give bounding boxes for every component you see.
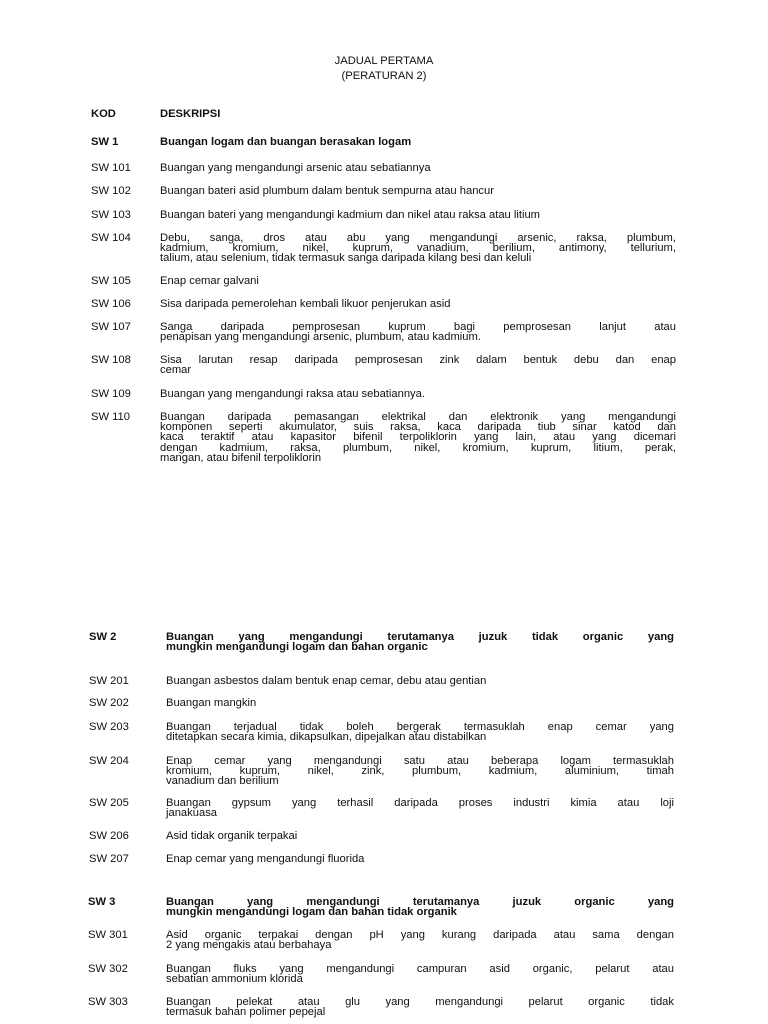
waste-description — [166, 756, 674, 787]
waste-code: SW 204 — [89, 755, 129, 767]
section-description — [166, 632, 674, 652]
waste-description: Sisa daripada pemerolehan kembali likuor penjerukan asid — [160, 298, 451, 310]
description-line: janakuasa — [166, 807, 218, 820]
page-subtitle: (PERATURAN 2) — [341, 70, 427, 82]
description-line: Buangan yang mengandungi terutamanya juzuk tidak organic yang — [166, 631, 674, 643]
waste-description: Buangan asbestos dalam bentuk enap cemar, debu atau gentian — [166, 675, 487, 687]
description-line: Debu, sanga, dros atau abu yang mengandungi arsenic, raksa, plumbum, — [160, 232, 676, 244]
description-line: Sanga daripada pemprosesan kuprum bagi pemprosesan lanjut atau — [160, 321, 676, 333]
page-title: JADUAL PERTAMA — [334, 55, 434, 67]
waste-code: SW 202 — [89, 697, 129, 709]
description-line: kaca teraktif atau kapasitor bifenil terpoliklorin yang lain, atau yang dicemari — [160, 431, 676, 444]
waste-code: SW 107 — [91, 321, 131, 333]
waste-code: SW 103 — [91, 209, 131, 221]
description-line: ditetapkan secara kimia, dikapsulkan, dipejalkan atau distabilkan — [166, 731, 487, 744]
waste-code: SW 207 — [89, 853, 129, 865]
waste-description — [166, 997, 674, 1017]
waste-code: SW 303 — [88, 996, 128, 1008]
description-line: komponen seperti akumulator, suis raksa, kaca daripada tiub sinar katod dan — [160, 421, 676, 434]
waste-description — [166, 930, 674, 950]
description-line: mungkin mengandungi logam dan bahan tidak organik — [166, 906, 457, 919]
description-line: penapisan yang mengandungi arsenic, plumbum, atau kadmium. — [160, 331, 481, 344]
waste-code: SW 101 — [91, 162, 131, 174]
waste-code: SW 110 — [91, 411, 130, 423]
column-header-code: KOD — [91, 108, 116, 120]
description-line: Buangan yang mengandungi terutamanya juzuk organic yang — [166, 896, 674, 908]
description-line: mungkin mengandungi logam dan bahan organic — [166, 641, 428, 654]
waste-description — [166, 964, 674, 984]
waste-code: SW 108 — [91, 354, 131, 366]
description-line: termasuk bahan polimer pepejal — [166, 1006, 326, 1019]
description-line: Buangan fluks yang mengandungi campuran asid organic, pelarut atau — [166, 963, 674, 975]
description-line: Buangan daripada pemasangan elektrikal dan elektronik yang mengandungi — [160, 411, 676, 423]
waste-description: Buangan mangkin — [166, 697, 257, 709]
waste-code: SW 201 — [89, 675, 129, 687]
waste-description: Enap cemar yang mengandungi fluorida — [166, 853, 365, 865]
section-code: SW 2 — [89, 631, 117, 643]
waste-code: SW 205 — [89, 797, 129, 809]
section-description: Buangan logam dan buangan berasakan logam — [160, 136, 412, 148]
waste-description: Buangan yang mengandungi arsenic atau sebatiannya — [160, 162, 431, 174]
section-code: SW 3 — [88, 896, 116, 908]
waste-description — [160, 355, 676, 375]
waste-description — [160, 412, 676, 463]
waste-description — [166, 722, 674, 742]
description-line: Enap cemar yang mengandungi satu atau beberapa logam termasuklah — [166, 755, 674, 767]
waste-code: SW 109 — [91, 388, 131, 400]
waste-description: Buangan yang mengandungi raksa atau sebatiannya. — [160, 388, 425, 400]
description-line: talium, atau selenium, tidak termasuk sanga daripada kilang besi dan keluli — [160, 252, 532, 265]
description-line: cemar — [160, 364, 192, 377]
description-line: Asid organic terpakai dengan pH yang kurang daripada atau sama dengan — [166, 929, 674, 941]
waste-code: SW 301 — [88, 929, 128, 941]
waste-code: SW 105 — [91, 275, 131, 287]
description-line: dengan kadmium, raksa, plumbum, nikel, kromium, kuprum, litium, perak, — [160, 441, 676, 454]
waste-code: SW 106 — [91, 298, 131, 310]
description-line: Buangan pelekat atau glu yang mengandungi pelarut organic tidak — [166, 996, 674, 1008]
waste-description: Buangan bateri yang mengandungi kadmium dan nikel atau raksa atau litium — [160, 209, 540, 221]
waste-description: Buangan bateri asid plumbum dalam bentuk sempurna atau hancur — [160, 185, 494, 197]
waste-code: SW 104 — [91, 232, 131, 244]
waste-description — [166, 798, 674, 818]
waste-code: SW 302 — [88, 963, 128, 975]
section-description — [166, 897, 674, 917]
description-line: Sisa larutan resap daripada pemprosesan zink dalam bentuk debu dan enap — [160, 354, 676, 366]
description-line: sebatian ammonium klorida — [166, 973, 303, 986]
description-line: Buangan terjadual tidak boleh bergerak termasuklah enap cemar yang — [166, 721, 674, 733]
description-line: Buangan gypsum yang terhasil daripada proses industri kimia atau loji — [166, 797, 674, 809]
waste-description: Asid tidak organik terpakai — [166, 830, 298, 842]
description-line: kadmium, kromium, nikel, kuprum, vanadium, berilium, antimony, tellurium, — [160, 242, 676, 255]
description-line: kromium, kuprum, nikel, zink, plumbum, kadmium, aluminium, timah — [166, 765, 674, 778]
description-line: 2 yang mengakis atau berbahaya — [166, 939, 332, 952]
description-line: vanadium dan berilium — [166, 775, 279, 788]
description-line: mangan, atau bifenil terpoliklorin — [160, 451, 322, 464]
waste-description: Enap cemar galvani — [160, 275, 259, 287]
waste-code: SW 102 — [91, 185, 131, 197]
waste-description — [160, 233, 676, 264]
section-code: SW 1 — [91, 136, 119, 148]
waste-description — [160, 322, 676, 342]
column-header-description: DESKRIPSI — [160, 108, 221, 120]
waste-code: SW 206 — [89, 830, 129, 842]
waste-code: SW 203 — [89, 721, 129, 733]
